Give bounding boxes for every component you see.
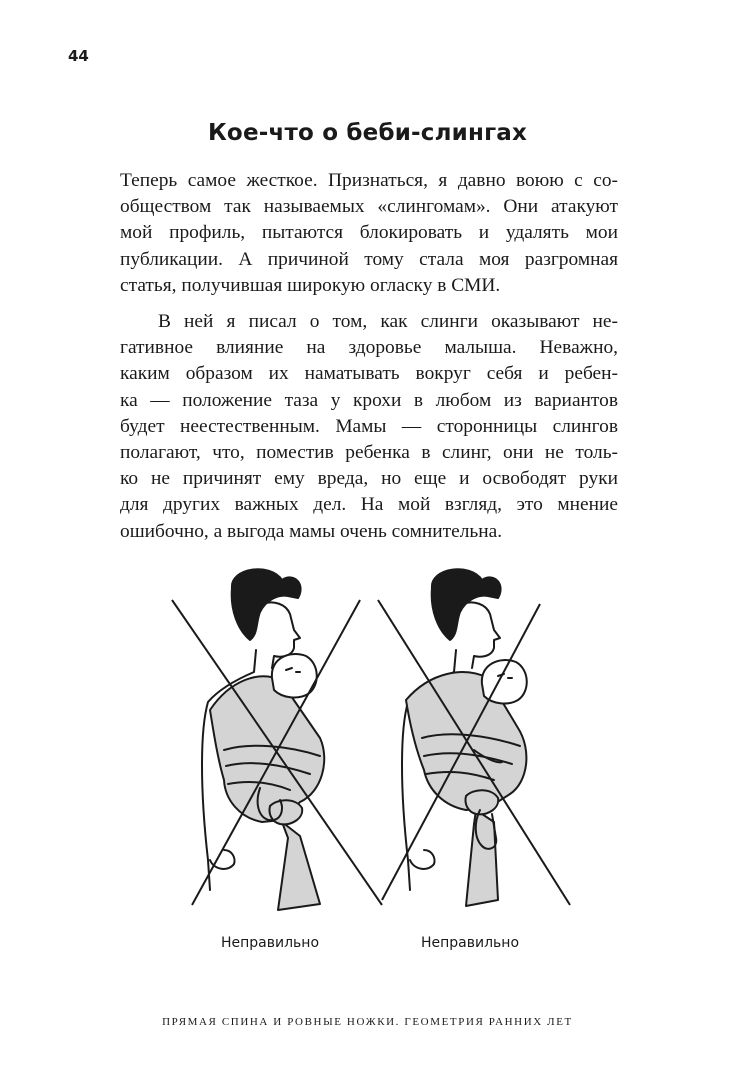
figure-caption: Неправильно xyxy=(220,935,320,951)
body-text xyxy=(120,168,618,545)
text-line: Теперь самое жесткое. Признаться, я давно воюю с со- xyxy=(120,170,618,191)
text-line: ко не причинят ему вреда, но еще и освободят руки xyxy=(120,468,618,490)
text-line: мой профиль, пытаются блокировать и удалять мои xyxy=(120,222,618,244)
cross-mark-icon xyxy=(172,600,382,905)
text-line: ка — положение таза у крохи в любом из вариантов xyxy=(120,389,618,411)
text-line: статья, получившая широкую огласку в СМИ. xyxy=(120,274,501,296)
text-line: обществом так называемых «слингомам». Они атакуют xyxy=(120,196,618,218)
text-line: ошибочно, а выгода мамы очень сомнительна. xyxy=(120,520,503,542)
page-number: 44 xyxy=(68,47,89,65)
text-line: гативное влияние на здоровье малыша. Неважно, xyxy=(120,337,618,359)
text-line: публикации. А причиной тому стала моя разгромная xyxy=(120,248,618,270)
text-line: полагают, что, поместив ребенка в слинг, они не толь- xyxy=(120,442,618,464)
section-title: Кое-что о беби-слингах xyxy=(207,120,528,146)
sling-illustration-wrong-1 xyxy=(170,560,400,920)
text-line: для других важных дел. На мой взгляд, это мнение xyxy=(120,494,618,516)
text-line: каким образом их наматывать вокруг себя и ребен- xyxy=(120,363,618,385)
text-line: будет неестественным. Мамы — сторонницы слингов xyxy=(120,415,618,437)
text-line: В ней я писал о том, как слинги оказывают не- xyxy=(158,311,618,333)
running-footer: ПРЯМАЯ СПИНА И РОВНЫЕ НОЖКИ. ГЕОМЕТРИЯ РАННИХ ЛЕТ xyxy=(162,1016,573,1028)
sling-illustration-wrong-2 xyxy=(370,560,600,920)
figure-caption: Неправильно xyxy=(420,935,520,951)
